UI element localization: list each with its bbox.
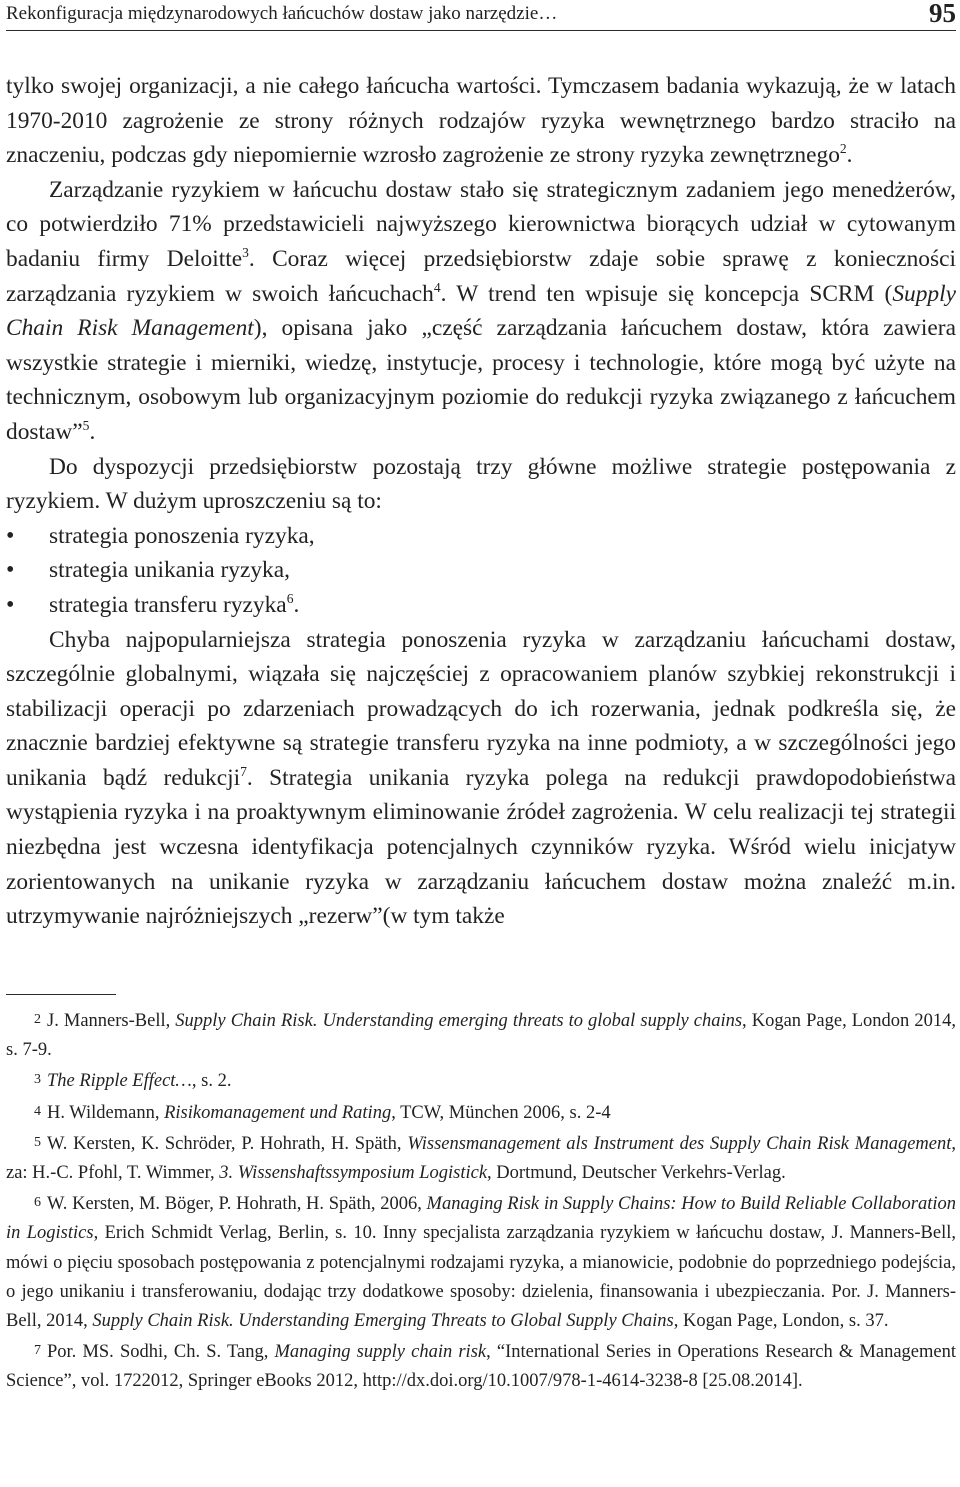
paragraph-1 [6,69,956,173]
paragraph-3 [6,450,956,519]
footnote-title: Supply Chain Risk. Understanding Emerging Threats to Global Supply Chains [92,1311,674,1332]
footnote-number: 6 [34,1195,41,1211]
footnote-text: , Erich Schmidt Verlag, Berlin, s. 10. Inny specjalista zarządzania ryzykiem w łańcuchu dostaw, J. Manners-Bell, mówi o pięciu sposobach postępowania z potencjalnymi rodzajami ryzyka, a mianowicie, podobnie do poprzedniego podejścia, o jego unikaniu i transferowaniu, dodając trzy dodatkowe sposoby: dzielenia, finansowania i ubezpieczania. Por. J. Manners-Bell, 2014, [6,1223,956,1332]
list-item-text: strategia transferu ryzyka [49,591,287,618]
footnote-number: 4 [34,1103,41,1119]
running-head-title: Rekonfiguracja międzynarodowych łańcuchów dostaw jako narzędzie… [6,3,558,24]
body-text [6,69,956,934]
footnote-ref-5[interactable]: 5 [82,418,90,434]
footnote-text: J. Manners-Bell, [47,1011,176,1031]
footnote-ref-6[interactable]: 6 [286,591,294,607]
paragraph-4-text-1: Chyba najpopularniejsza strategia ponoszenia ryzyka w zarządzaniu łańcuchami dostaw, szczególnie globalnymi, wiązała się najczęściej z opracowaniem planów szybkiej rekonstrukcji i stabilizacji operacji po zdarzeniach prowadzących do ich rozerwania, jednak podkreśla się, że znacznie bardziej efektywne są strategie transferu ryzyka na inne podmioty, a w szczególności jego unikania bądź redukcji [6,626,956,791]
footnote-6 [6,1188,956,1336]
footnote-text: , Dortmund, Deutscher Verkehrs-Verlag. [487,1163,786,1184]
footnote-4 [6,1097,956,1128]
list-item-text: strategia unikania ryzyka, [49,557,290,584]
footnote-ref-3[interactable]: 3 [242,245,249,261]
footnote-2 [6,1005,956,1065]
footnote-text: H. Wildemann, [47,1102,165,1123]
list-item-end: . [293,591,300,618]
page-number: 95 [929,0,956,28]
footnote-title: The Ripple Effect… [47,1071,192,1092]
paragraph-2-end: . [89,418,96,445]
paragraph-1-end: . [846,142,853,169]
footnote-number: 5 [34,1134,41,1150]
paragraph-3-text: Do dyspozycji przedsiębiorstw pozostają trzy główne możliwe strategie postępowania z ryzykiem. W dużym uproszczeniu są to: [6,453,956,515]
footnote-text: , s. 2. [191,1071,232,1092]
running-header [6,0,956,31]
footnote-title: 3. Wissenshaftssymposium Logistick [219,1163,488,1184]
paragraph-2-text-1: Zarządzanie ryzykiem w łańcuchu dostaw stało się strategicznym zadaniem jego menedżerów, co potwierdziło 71% przedstawicieli najwyższego kierownictwa biorących udział w cytowanym badaniu firmy Deloitte [6,176,956,272]
footnote-3 [6,1065,956,1096]
paragraph-4-text-2: . Strategia unikania ryzyka polega na redukcji prawdopodobieństwa wystąpienia ryzyka i na proaktywnym eliminowanie źródeł zagrożenia. W celu realizacji tej strategii niezbędna jest wczesna identyfikacja potencjalnych czynników ryzyka. Wśród wielu inicjatyw zorientowanych na unikanie ryzyka w zarządzaniu łańcuchem dostaw można znaleźć m.in. utrzymywanie najróżniejszych „rezerw”(w tym także [6,764,956,930]
footnote-ref-2[interactable]: 2 [839,141,847,157]
footnote-ref-7[interactable]: 7 [240,764,247,780]
strategy-list [6,519,956,623]
list-item-text: strategia ponoszenia ryzyka, [49,522,315,549]
footnote-text: , Kogan Page, London, s. 37. [673,1311,889,1332]
footnote-title: Wissensmanagement als Instrument des Supply Chain Risk Management [407,1133,952,1154]
paragraph-2-text-4: ), opisana jako „część zarządzania łańcuchem dostaw, która zawiera wszystkie strategie i mierniki, wiedzę, instytucje, procesy i technologie, które mogą być użyte na technicznym, osobowym lub organizacyjnym poziomie do redukcji ryzyka związanego z łańcuchem dostaw” [6,315,956,445]
footnote-text: Por. MS. Sodhi, Ch. S. Tang, [47,1342,275,1363]
footnote-number: 7 [34,1343,41,1359]
scrm-term: Supply Chain Risk Management [6,280,956,342]
footnote-text: , za: H.-C. Pfohl, T. Wimmer, [6,1133,957,1184]
list-item [6,519,956,554]
footnote-title: Managing supply chain risk [274,1342,487,1363]
footnote-divider [6,994,116,995]
footnote-number: 3 [34,1072,41,1088]
footnote-text: W. Kersten, K. Schröder, P. Hohrath, H. Späth, [47,1133,408,1154]
paragraph-2-text-3: . W trend ten wpisuje się koncepcja SCRM ( [440,280,893,307]
footnote-text: , Kogan Page, London 2014, s. 7-9. [6,1011,956,1061]
footnote-text: , TCW, München 2006, s. 2-4 [391,1102,611,1123]
paragraph-4 [6,623,956,934]
footnote-number: 2 [34,1012,41,1027]
footnote-5 [6,1128,956,1188]
footnote-text: , “International Series in Operations Research & Management Science”, vol. 1722012, Springer eBooks 2012, http://dx.doi.org/10.1007/978-1-4614-3238-8 [25.08.2014]. [6,1342,956,1392]
footnote-7 [6,1336,956,1396]
paragraph-2-text-2: . Coraz więcej przedsiębiorstw zdaje sobie sprawę z konieczności zarządzania ryzykiem w swoich łańcuchach [6,245,956,307]
footnote-text: W. Kersten, M. Böger, P. Hohrath, H. Späth, 2006, [47,1194,427,1215]
footnote-title: Managing Risk in Supply Chains: How to Build Reliable Collaboration in Logistics [6,1194,956,1244]
list-item [6,553,956,588]
paragraph-1-text: tylko swojej organizacji, a nie całego łańcucha wartości. Tymczasem badania wykazują, że w latach 1970-2010 zagrożenie ze strony różnych rodzajów ryzyka wewnętrznego bardzo straciło na znaczeniu, podczas gdy niepomiernie wzrosło zagrożenie ze strony ryzyka zewnętrznego [6,73,956,169]
footnotes [6,1005,956,1397]
list-item [6,588,956,623]
footnote-title: Supply Chain Risk. Understanding emerging threats to global supply chains [175,1011,743,1031]
paragraph-2 [6,173,956,450]
footnote-title: Risikomanagement und Rating [164,1102,392,1123]
footnote-ref-4[interactable]: 4 [433,279,441,295]
